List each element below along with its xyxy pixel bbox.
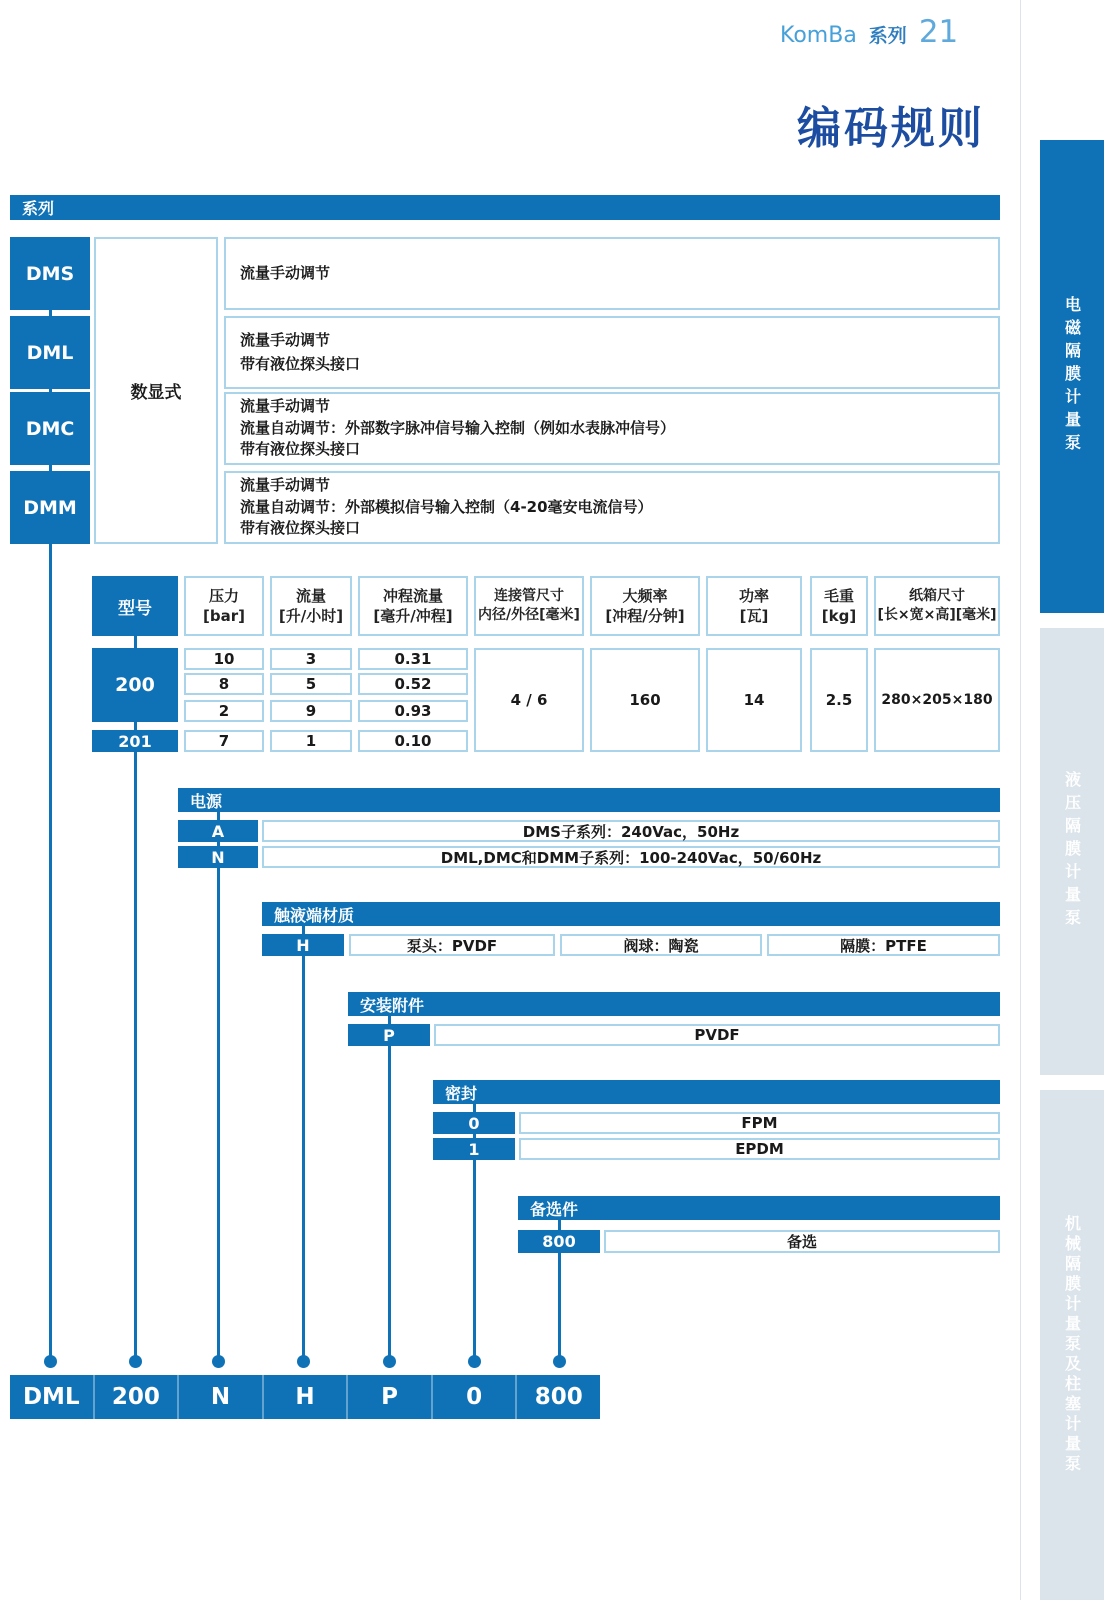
- desc-line: 带有液位探头接口: [240, 354, 361, 373]
- desc-line: 流量手动调节: [240, 396, 331, 415]
- series-code-dmc: DMC: [10, 392, 90, 465]
- brand-series-word: 系列: [868, 25, 907, 47]
- options-code-800: 800: [518, 1230, 600, 1253]
- seal-code-0: 0: [433, 1112, 515, 1134]
- header-unit: [bar]: [203, 607, 245, 625]
- header-unit: [kg]: [821, 607, 857, 625]
- series-code-dml: DML: [10, 316, 90, 389]
- header-unit: [升/小时]: [278, 607, 344, 625]
- wetted-value-valve-ball: 阀球：陶瓷: [560, 934, 762, 956]
- wetted-value-diaphragm: 隔膜：PTFE: [767, 934, 1000, 956]
- cell-flow: 3: [270, 648, 352, 670]
- desc-line: 流量手动调节: [240, 263, 331, 282]
- header-unit: 内径/外径[毫米]: [478, 607, 580, 623]
- series-section-bar: 系列: [10, 195, 1000, 220]
- model-code-bar: [10, 1375, 600, 1419]
- seal-code-1: 1: [433, 1138, 515, 1160]
- desc-line: 流量自动调节：外部数字脉冲信号输入控制（例如水表脉冲信号）: [240, 418, 676, 437]
- connector-line: [49, 389, 52, 392]
- code-segment-material: H: [262, 1375, 347, 1419]
- connector-line: [49, 465, 52, 471]
- cell-flow: 5: [270, 673, 352, 695]
- wetted-section-bar: 触液端材质: [262, 902, 1000, 926]
- sidebar-tab-hydraulic: 液压隔膜计量泵: [1040, 628, 1104, 1075]
- connector-dot: [297, 1355, 310, 1368]
- options-section-bar: 备选件: [518, 1196, 1000, 1220]
- cell-flow: 9: [270, 700, 352, 722]
- table-header-pressure: [184, 576, 264, 636]
- series-code-dmm: DMM: [10, 471, 90, 544]
- wetted-code-h: H: [262, 934, 344, 956]
- connector-line: [302, 926, 305, 934]
- desc-line: 流量手动调节: [240, 475, 331, 494]
- power-code-n: N: [178, 846, 258, 868]
- code-segment-model: 200: [93, 1375, 178, 1419]
- mounting-code-p: P: [348, 1024, 430, 1046]
- cell-stroke: 0.31: [358, 648, 468, 670]
- series-desc-dms: [224, 237, 1000, 310]
- wetted-value-pump-head: 泵头：PVDF: [349, 934, 555, 956]
- header-title: 大频率: [622, 586, 668, 605]
- connector-line: [217, 868, 220, 1360]
- sidebar-tab-electromagnetic: 电磁隔膜计量泵: [1040, 140, 1104, 613]
- power-value-a: DMS子系列：240Vac，50Hz: [262, 820, 1000, 842]
- connector-line: [558, 1220, 561, 1230]
- page-header: [780, 14, 960, 50]
- code-segment-power: N: [177, 1375, 262, 1419]
- page-title: 编码规则: [797, 103, 985, 154]
- header-title: 毛重: [823, 586, 854, 605]
- header-title: 功率: [738, 586, 769, 605]
- header-unit: [长×宽×高][毫米]: [877, 607, 997, 623]
- header-unit: [毫升/冲程]: [373, 607, 453, 625]
- connector-line: [302, 956, 305, 1360]
- sidebar-tab-mechanical: 机械隔膜计量泵及柱塞计量泵: [1040, 1090, 1104, 1600]
- connector-dot: [383, 1355, 396, 1368]
- seal-value-0: FPM: [519, 1112, 1000, 1134]
- cell-pressure: 8: [184, 673, 264, 695]
- page-number: 21: [918, 14, 959, 50]
- power-value-n: DML,DMC和DMM子系列：100-240Vac，50/60Hz: [262, 846, 1000, 868]
- table-header-flow: [270, 576, 352, 636]
- series-desc-dmc: [224, 392, 1000, 465]
- code-segment-option: 800: [515, 1375, 600, 1419]
- header-title: 连接管尺寸: [494, 588, 564, 605]
- seal-value-1: EPDM: [519, 1138, 1000, 1160]
- code-segment-series: DML: [22, 1384, 80, 1410]
- cell-stroke: 0.93: [358, 700, 468, 722]
- options-value: 备选: [604, 1230, 1000, 1253]
- connector-dot: [44, 1355, 57, 1368]
- table-header-power: [706, 576, 802, 636]
- connector-line: [388, 1016, 391, 1024]
- mounting-section-bar: 安装附件: [348, 992, 1000, 1016]
- header-title: 流量: [295, 586, 326, 605]
- power-code-a: A: [178, 820, 258, 842]
- table-header-pipe-size: [474, 576, 584, 636]
- connector-line: [217, 812, 220, 820]
- connector-dot: [553, 1355, 566, 1368]
- connector-dot: [212, 1355, 225, 1368]
- connector-line: [134, 636, 137, 648]
- connector-line: [473, 1160, 476, 1360]
- desc-line: 流量自动调节：外部模拟信号输入控制（4-20毫安电流信号）: [240, 497, 653, 516]
- sidebar-divider: [1020, 0, 1021, 1600]
- mounting-value: PVDF: [434, 1024, 1000, 1046]
- table-header-weight: [810, 576, 868, 636]
- connector-line: [473, 1104, 476, 1112]
- header-title: 冲程流量: [382, 586, 443, 605]
- model-201-box: 201: [92, 730, 178, 752]
- cell-flow: 1: [270, 730, 352, 752]
- cell-stroke: 0.10: [358, 730, 468, 752]
- connector-line: [134, 752, 137, 1360]
- display-type-box: 数显式: [94, 237, 218, 544]
- desc-line: 流量手动调节: [240, 331, 331, 350]
- connector-line: [134, 722, 137, 730]
- connector-line: [49, 544, 52, 1360]
- connector-dot: [468, 1355, 481, 1368]
- table-header-model: 型号: [92, 576, 178, 636]
- cell-max-frequency: 160: [590, 648, 700, 752]
- model-200-box: 200: [92, 648, 178, 722]
- desc-line: 带有液位探头接口: [240, 519, 361, 538]
- series-code-dms: DMS: [10, 237, 90, 310]
- header-unit: [瓦]: [739, 607, 769, 625]
- table-header-frequency: [590, 576, 700, 636]
- cell-stroke: 0.52: [358, 673, 468, 695]
- connector-line: [388, 1046, 391, 1360]
- code-segment-seal: 0: [431, 1375, 516, 1419]
- header-unit: [冲程/分钟]: [605, 607, 685, 625]
- series-desc-dmm: [224, 471, 1000, 544]
- header-title: 纸箱尺寸: [909, 588, 965, 605]
- connector-line: [49, 310, 52, 316]
- cell-pipe-size: 4 / 6: [474, 648, 584, 752]
- table-header-stroke-flow: [358, 576, 468, 636]
- power-section-bar: 电源: [178, 788, 1000, 812]
- table-header-carton: [874, 576, 1000, 636]
- desc-line: 带有液位探头接口: [240, 440, 361, 459]
- header-title: 压力: [208, 586, 239, 605]
- code-segment-mounting: P: [346, 1375, 431, 1419]
- cell-gross-weight: 2.5: [810, 648, 868, 752]
- brand-name: KomBa: [780, 23, 857, 48]
- connector-dot: [129, 1355, 142, 1368]
- series-desc-dml: [224, 316, 1000, 389]
- cell-pressure: 2: [184, 700, 264, 722]
- connector-line: [558, 1253, 561, 1360]
- cell-carton-size: 280×205×180: [874, 648, 1000, 752]
- cell-pressure: 10: [184, 648, 264, 670]
- seal-section-bar: 密封: [433, 1080, 1000, 1104]
- cell-pressure: 7: [184, 730, 264, 752]
- cell-power: 14: [706, 648, 802, 752]
